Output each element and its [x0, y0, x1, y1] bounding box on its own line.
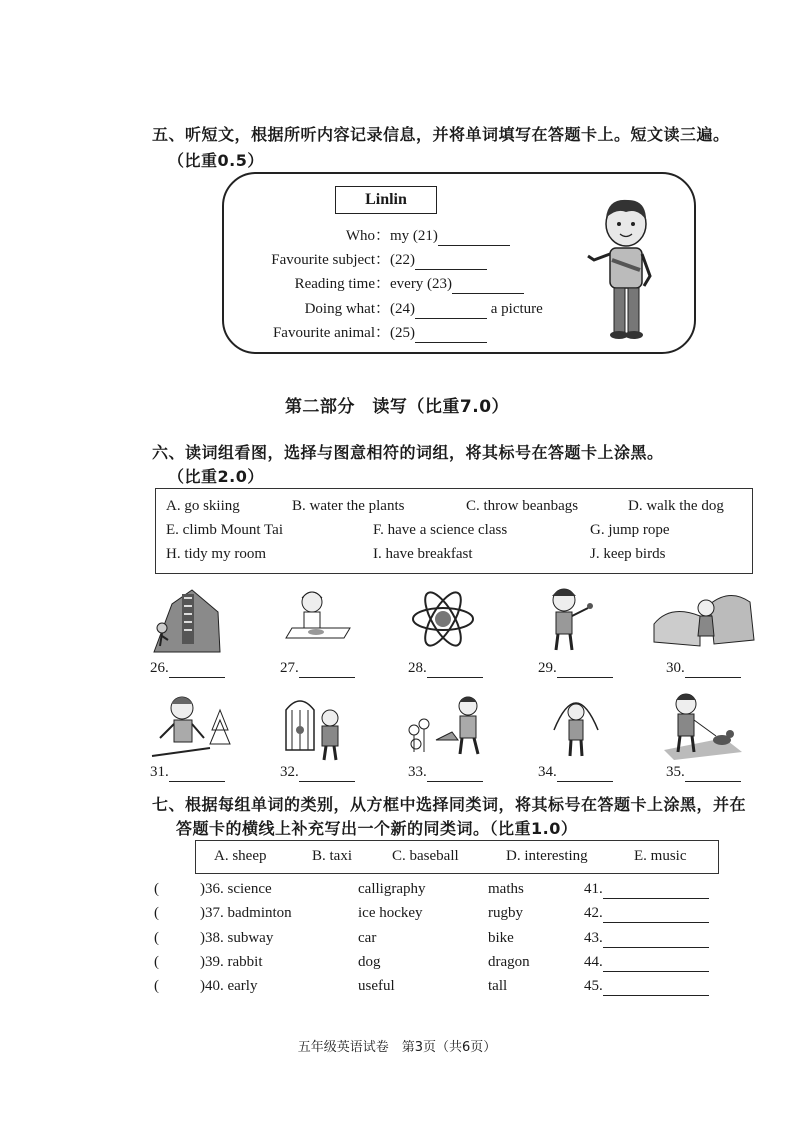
option-e: E. climb Mount Tai — [166, 522, 283, 538]
name-label-box: Linlin — [335, 186, 437, 214]
answer-32: 32. — [280, 764, 355, 782]
answer-paren: ( — [154, 905, 159, 921]
info-row-subject — [200, 248, 487, 270]
picture-keep-birds — [282, 690, 352, 762]
answer-28: 28. — [408, 660, 483, 678]
info-value: my (21) — [390, 228, 438, 244]
answer-paren: ( — [154, 930, 159, 946]
question-word: maths — [488, 881, 524, 897]
info-row-reading-time — [200, 272, 524, 294]
question-word: ice hockey — [358, 905, 423, 921]
answer-blank — [452, 276, 524, 294]
option-h: H. tidy my room — [166, 546, 266, 562]
answer-27: 27. — [280, 660, 355, 678]
info-label: Favourite animal： — [272, 325, 390, 341]
category-d: D. interesting — [506, 848, 588, 864]
category-a: A. sheep — [214, 848, 267, 864]
question-word: dragon — [488, 954, 530, 970]
picture-jump-rope — [548, 690, 604, 762]
write-blank: 43. — [584, 930, 709, 948]
info-value: (25) — [390, 325, 415, 341]
answer-26: 26. — [150, 660, 225, 678]
category-b: B. taxi — [312, 848, 352, 864]
answer-30: 30. — [666, 660, 741, 678]
info-value: (24) — [390, 301, 415, 317]
question-word: )39. rabbit — [200, 954, 263, 970]
part2-title: 第二部分 读写（比重7.0） — [284, 397, 510, 417]
question-word: tall — [488, 978, 508, 994]
section6-weight: （比重2.0） — [168, 467, 264, 486]
question-word: )38. subway — [200, 930, 274, 946]
section7-heading: 七、根据每组单词的类别，从方框中选择同类词，将其标号在答题卡上涂黑，并在 — [152, 795, 747, 814]
category-e: E. music — [634, 848, 687, 864]
question-word: calligraphy — [358, 881, 426, 897]
answer-35: 35. — [666, 764, 741, 782]
boy-pointing-illustration — [586, 190, 662, 342]
answer-31: 31. — [150, 764, 225, 782]
answer-33: 33. — [408, 764, 483, 782]
write-blank: 45. — [584, 978, 709, 996]
question-word: rugby — [488, 905, 523, 921]
picture-water-plants — [402, 690, 494, 762]
question-word: car — [358, 930, 377, 946]
category-c: C. baseball — [392, 848, 459, 864]
question-word: )37. badminton — [200, 905, 292, 921]
section7-heading-line2: 答题卡的横线上补充写出一个新的同类词。（比重1.0） — [176, 819, 578, 838]
write-blank: 41. — [584, 881, 709, 899]
info-value: (22) — [390, 252, 415, 268]
option-d: D. walk the dog — [628, 498, 724, 514]
page-footer: 五年级英语试卷 第3页（共6页） — [297, 1040, 497, 1055]
answer-34: 34. — [538, 764, 613, 782]
info-value: every (23) — [390, 276, 453, 292]
section5-weight: （比重0.5） — [168, 151, 264, 170]
answer-paren: ( — [154, 978, 159, 994]
picture-bedroom-boy — [650, 584, 756, 654]
answer-paren: ( — [154, 881, 159, 897]
answer-blank — [415, 252, 487, 270]
write-blank: 42. — [584, 905, 709, 923]
picture-go-skiing — [150, 690, 234, 762]
info-label: Favourite subject： — [271, 252, 390, 268]
question-word: dog — [358, 954, 381, 970]
section5-heading: 五、听短文，根据所听内容记录信息，并将单词填写在答题卡上。短文读三遍。 — [152, 125, 730, 144]
picture-walk-dog — [664, 690, 744, 762]
picture-have-breakfast — [282, 584, 352, 654]
picture-science-atom — [408, 584, 478, 654]
option-g: G. jump rope — [590, 522, 670, 538]
option-f: F. have a science class — [373, 522, 508, 538]
option-b: B. water the plants — [292, 498, 405, 514]
option-j: J. keep birds — [590, 546, 666, 562]
question-word: useful — [358, 978, 395, 994]
answer-29: 29. — [538, 660, 613, 678]
answer-paren: ( — [154, 954, 159, 970]
option-c: C. throw beanbags — [466, 498, 579, 514]
section6-heading: 六、读词组看图，选择与图意相符的词组，将其标号在答题卡上涂黑。 — [152, 443, 664, 462]
answer-blank — [415, 301, 487, 319]
info-label: Who： — [345, 228, 390, 244]
info-suffix: a picture — [490, 301, 543, 317]
write-blank: 44. — [584, 954, 709, 972]
option-a: A. go skiing — [166, 498, 240, 514]
question-word: )36. science — [200, 881, 272, 897]
answer-blank — [438, 228, 510, 246]
info-row-who — [200, 224, 510, 246]
question-word: )40. early — [200, 978, 258, 994]
info-row-doing-what — [200, 297, 543, 319]
info-label: Reading time： — [294, 276, 390, 292]
info-label: Doing what： — [304, 301, 390, 317]
option-i: I. have breakfast — [373, 546, 473, 562]
info-row-animal — [200, 321, 487, 343]
picture-girl-tidy-room — [538, 584, 598, 654]
question-word: bike — [488, 930, 514, 946]
answer-blank — [415, 325, 487, 343]
picture-climb-mountain — [152, 584, 222, 654]
